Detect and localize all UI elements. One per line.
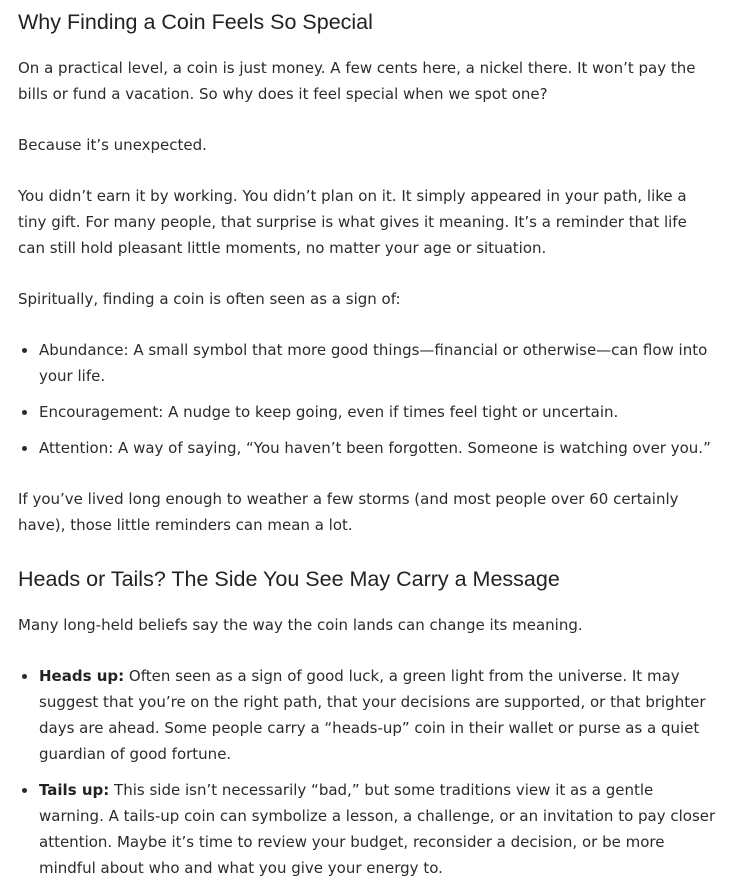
list-item-encouragement: • Encouragement: A nudge to keep going, even if times feel tight or uncertain. [38, 399, 718, 425]
section-heading-coin-special: Why Finding a Coin Feels So Special [18, 10, 373, 34]
paragraph-storms: If you’ve lived long enough to weather a few storms (and most people over 60 certainly have), those little reminders can mean a lot. [18, 490, 679, 534]
paragraph-sign-intro: Spiritually, finding a coin is often seen as a sign of: [18, 290, 401, 308]
paragraph-unexpected: Because it’s unexpected. [18, 136, 207, 154]
paragraph-tiny-gift: You didn’t earn it by working. You didn’t plan on it. It simply appeared in your path, like a tiny gift. For many people, that surprise is what gives it meaning. It’s a reminder that life can still hold pleasant little moments, no matter your age or situation. [18, 187, 687, 257]
article-body [18, 0, 718, 891]
list-item-heads-up [38, 663, 718, 767]
heads-up-label: Heads up: [39, 667, 125, 685]
heads-up-text: Often seen as a sign of good luck, a green light from the universe. It may suggest that you’re on the right path, that your decisions are supported, or that brighter days are ahead. Some people carry a “heads-up” coin in their wallet or purse as a quiet guardian of good fortune. [39, 667, 706, 763]
paragraph-practical-level: On a practical level, a coin is just money. A few cents here, a nickel there. It won’t pay the bills or fund a vacation. So why does it feel special when we spot one? [18, 59, 696, 103]
tails-up-label: Tails up: [39, 781, 110, 799]
signs-list [18, 337, 718, 461]
list-item-tails-up [38, 777, 718, 881]
paragraph-long-held-beliefs: Many long-held beliefs say the way the coin lands can change its meaning. [18, 616, 583, 634]
section-heading-heads-or-tails: Heads or Tails? The Side You See May Carry a Message [18, 567, 560, 591]
coin-side-list [18, 663, 718, 881]
list-item-attention: • Attention: A way of saying, “You haven’t been forgotten. Someone is watching over you.” [38, 435, 718, 461]
list-item-abundance: • Abundance: A small symbol that more good things—financial or otherwise—can flow into your life. [38, 337, 718, 389]
tails-up-text: This side isn’t necessarily “bad,” but some traditions view it as a gentle warning. A tails-up coin can symbolize a lesson, a challenge, or an invitation to pay closer attention. Maybe it’s time to review your budget, reconsider a decision, or be more mindful about who and what you give your energy to. [39, 781, 716, 877]
